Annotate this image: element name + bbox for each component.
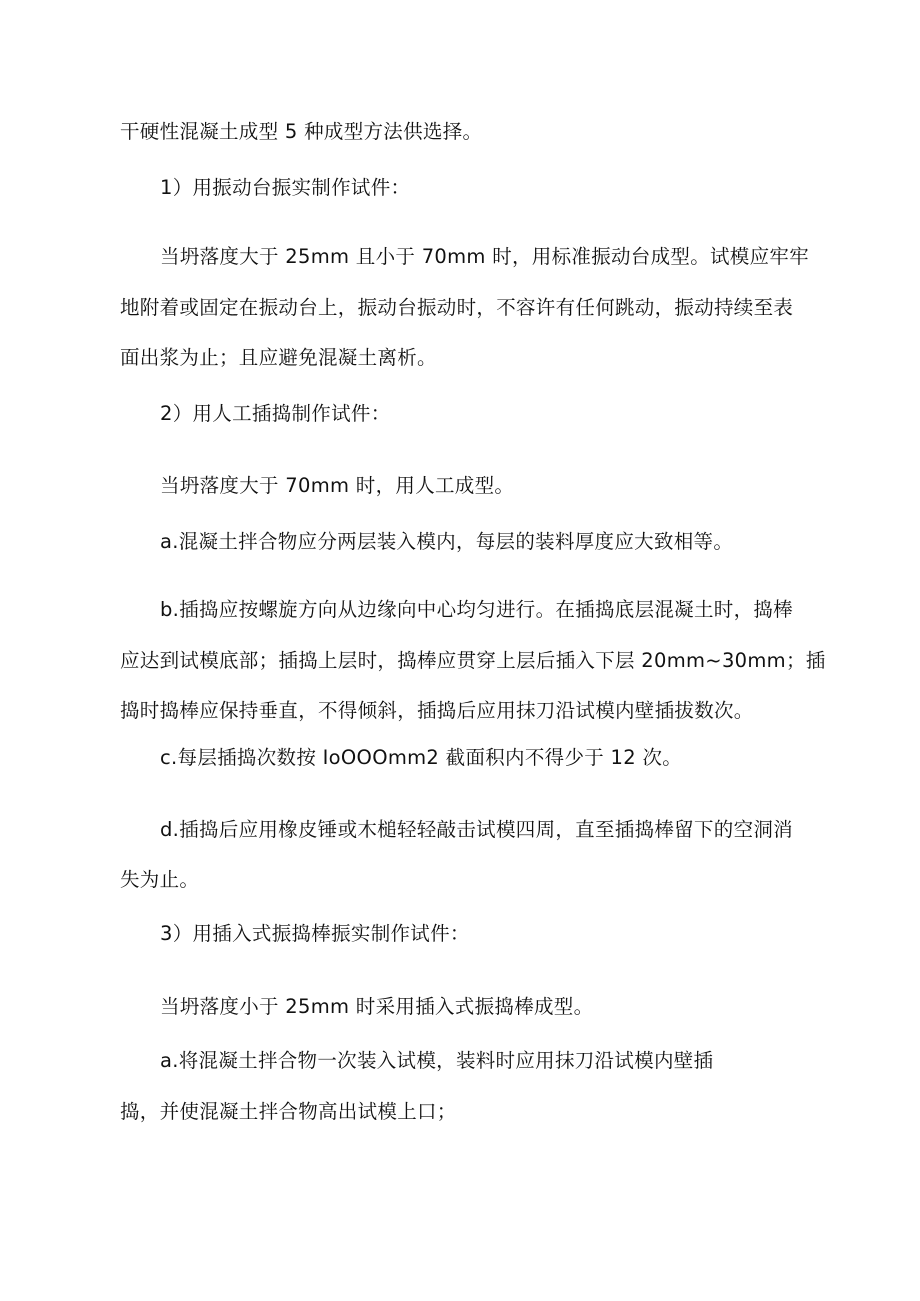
list-item-b: b.插捣应按螺旋方向从边缘向中心均匀进行。在插捣底层混凝土时，捣棒 [160,598,793,621]
list-item-c: c.每层插捣次数按 IoOOOmm2 截面积内不得少于 12 次。 [160,746,683,769]
text-line: 当坍落度大于 25mm 且小于 70mm 时，用标准振动台成型。试模应牢牢 [160,245,810,268]
section-heading-3: 3）用插入式振捣棒振实制作试件： [160,922,470,945]
text-line: 捣时捣棒应保持垂直，不得倾斜，插捣后应用抹刀沿试模内壁插拔数次。 [120,699,754,722]
text-line: 当坍落度大于 70mm 时，用人工成型。 [160,474,515,497]
section-heading-1: 1）用振动台振实制作试件： [160,176,411,199]
list-item-a-2: a.将混凝土拌合物一次装入试模，装料时应用抹刀沿试模内壁插 [160,1049,714,1072]
text-line: 面出浆为止；且应避免混凝土离析。 [120,346,437,369]
text-line: 当坍落度小于 25mm 时采用插入式振捣棒成型。 [160,995,594,1018]
text-line: 地附着或固定在振动台上，振动台振动时，不容许有任何跳动，振动持续至表 [120,296,794,319]
text-line: 捣，并使混凝土拌合物高出试模上口； [120,1100,457,1123]
text-line: 应达到试模底部；插捣上层时，捣棒应贯穿上层后插入下层 20mm~30mm；插 [120,649,826,672]
list-item-d: d.插捣后应用橡皮锤或木槌轻轻敲击试模四周，直至插捣棒留下的空洞消 [160,818,793,841]
list-item-a: a.混凝土拌合物应分两层装入模内，每层的装料厚度应大致相等。 [160,530,734,553]
section-heading-2: 2）用人工插捣制作试件： [160,402,391,425]
text-line: 失为止。 [120,868,200,891]
text-line: 干硬性混凝土成型 5 种成型方法供选择。 [120,120,483,143]
